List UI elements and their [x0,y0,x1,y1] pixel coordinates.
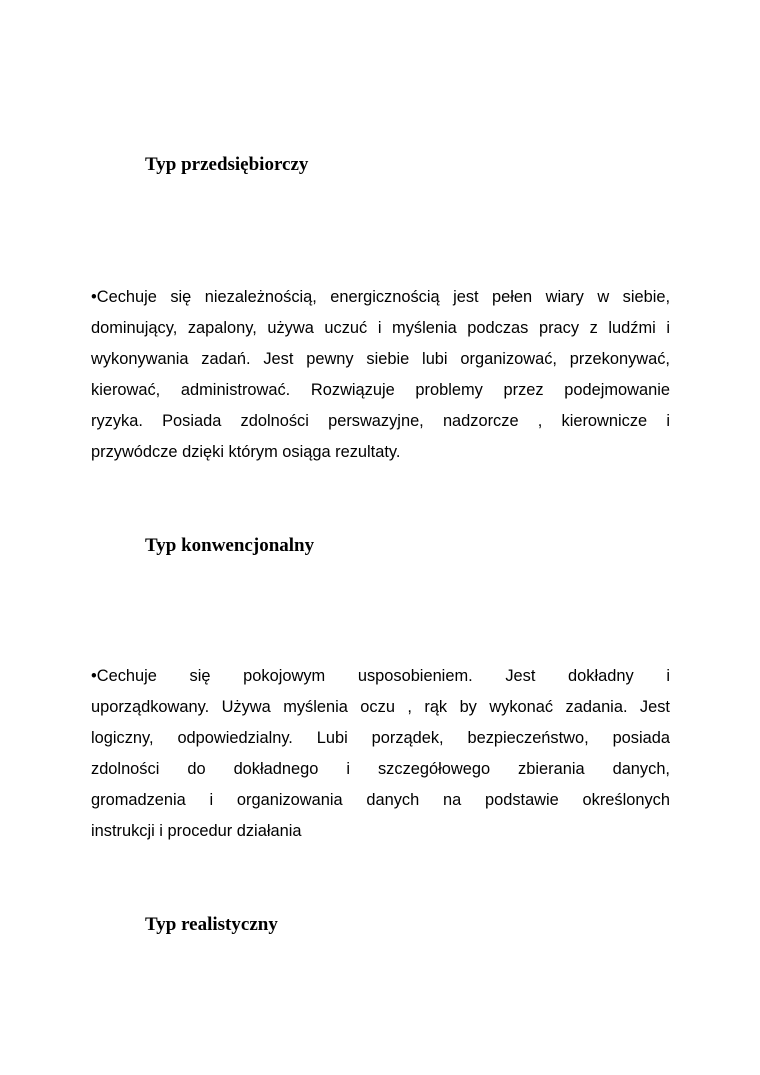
paragraph-line: logiczny, odpowiedzialny. Lubi porządek, bezpieczeństwo, posiada [91,729,670,747]
paragraph-line: uporządkowany. Używa myślenia oczu , rąk by wykonać zadania. Jest [91,698,670,716]
paragraph-line: kierować, administrować. Rozwiązuje problemy przez podejmowanie [91,381,670,399]
section-heading-conventional: Typ konwencjonalny [145,535,315,556]
section-heading-entrepreneurial: Typ przedsiębiorczy [145,154,309,175]
paragraph-line: zdolności do dokładnego i szczegółowego zbierania danych, [91,760,670,778]
paragraph-line: przywódcze dzięki którym osiąga rezultaty. [91,443,401,461]
section-paragraph-conventional [91,661,670,847]
paragraph-line: wykonywania zadań. Jest pewny siebie lubi organizować, przekonywać, [91,350,670,368]
paragraph-line: •Cechuje się pokojowym usposobieniem. Jest dokładny i [91,667,670,685]
paragraph-line: gromadzenia i organizowania danych na podstawie określonych [91,791,670,809]
paragraph-line: instrukcji i procedur działania [91,822,302,840]
section-paragraph-entrepreneurial [91,282,670,468]
section-heading-realistic: Typ realistyczny [145,914,278,935]
paragraph-line: •Cechuje się niezależnością, energicznością jest pełen wiary w siebie, [91,288,670,306]
paragraph-line: ryzyka. Posiada zdolności perswazyjne, nadzorcze , kierownicze i [91,412,670,430]
paragraph-line: dominujący, zapalony, używa uczuć i myślenia podczas pracy z ludźmi i [91,319,670,337]
